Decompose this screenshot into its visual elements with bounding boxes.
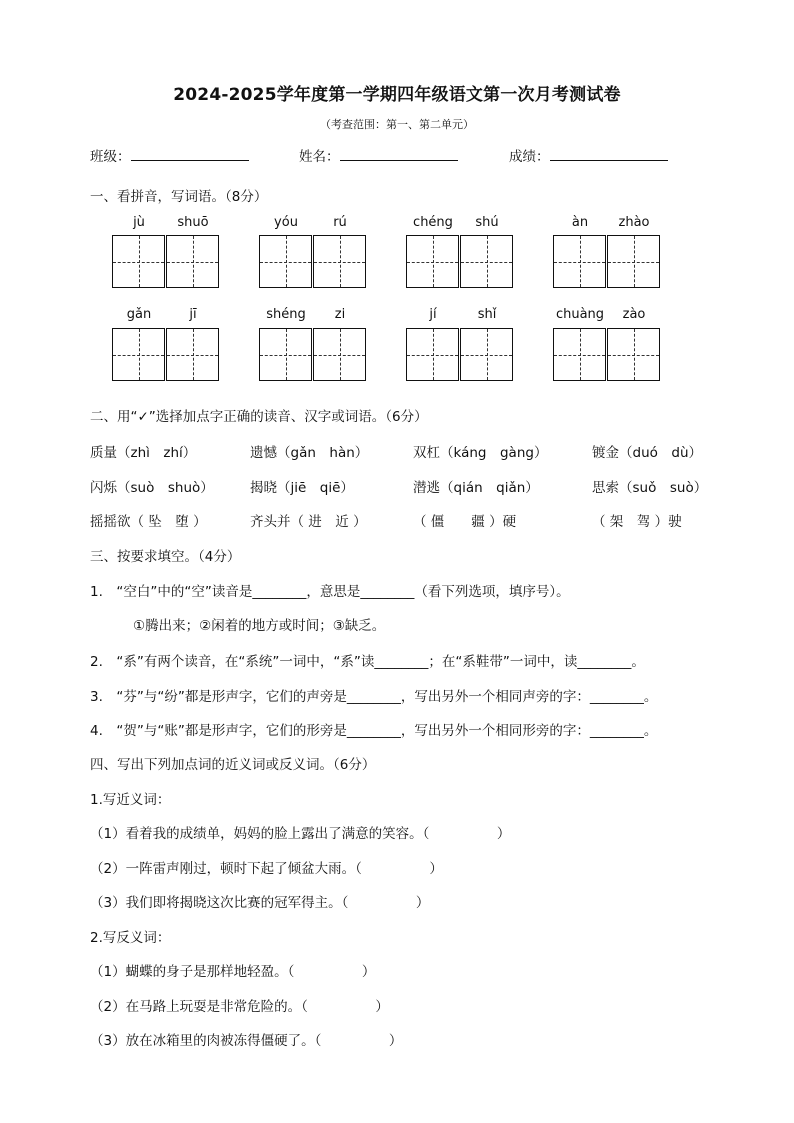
pinyin-label: àn bbox=[571, 215, 589, 230]
fill-question-3[interactable]: 3. “芬”与“纷”都是形声字，它们的声旁是________，写出另外一个相同声旁的字：________。 bbox=[90, 689, 658, 705]
name-field bbox=[299, 145, 458, 165]
score-label: 成绩： bbox=[509, 149, 550, 165]
name-blank[interactable] bbox=[340, 160, 458, 161]
writing-box[interactable] bbox=[166, 328, 219, 381]
antonym-item-2[interactable]: （2）在马路上玩耍是非常危险的。（ ） bbox=[90, 999, 389, 1015]
pinyin-label: jù bbox=[133, 215, 145, 230]
writing-box[interactable] bbox=[553, 328, 606, 381]
page-title: 2024-2025学年度第一学期四年级语文第一次月考测试卷 bbox=[173, 85, 621, 105]
writing-box[interactable] bbox=[259, 235, 312, 288]
fill-question-1-options: ①腾出来；②闲着的地方或时间；③缺乏。 bbox=[133, 618, 386, 634]
section3-heading: 三、按要求填空。（4分） bbox=[90, 549, 241, 565]
pinyin-label: chéng bbox=[413, 215, 453, 230]
antonym-item-3[interactable]: （3）放在冰箱里的肉被冻得僵硬了。（ ） bbox=[90, 1033, 403, 1049]
class-blank[interactable] bbox=[131, 160, 249, 161]
section2-heading: 二、用“✓”选择加点字正确的读音、汉字或词语。（6分） bbox=[90, 409, 428, 425]
pinyin-label: rú bbox=[333, 215, 347, 230]
name-label: 姓名： bbox=[299, 149, 340, 165]
choice-item[interactable]: 潜逃（qián qiǎn） bbox=[413, 480, 539, 496]
writing-box[interactable] bbox=[406, 235, 459, 288]
synonym-item-2[interactable]: （2）一阵雷声刚过，顿时下起了倾盆大雨。（ ） bbox=[90, 861, 443, 877]
synonym-label: 1.写近义词： bbox=[90, 792, 171, 808]
fill-question-1[interactable]: 1. “空白”中的“空”读音是________，意思是________（看下列选项，填序号）。 bbox=[90, 584, 570, 600]
choice-item[interactable]: 遗憾（gǎn hàn） bbox=[250, 445, 369, 461]
class-field bbox=[90, 145, 249, 165]
writing-box[interactable] bbox=[607, 235, 660, 288]
pinyin-label: zào bbox=[622, 307, 646, 322]
choice-item[interactable]: 双杠（káng gàng） bbox=[413, 445, 548, 461]
pinyin-label: yóu bbox=[274, 215, 298, 230]
writing-box[interactable] bbox=[460, 235, 513, 288]
section1-heading: 一、看拼音，写词语。（8分） bbox=[90, 189, 268, 205]
class-label: 班级： bbox=[90, 149, 131, 165]
choice-item[interactable]: （ 僵 疆 ）硬 bbox=[413, 514, 517, 530]
pinyin-label: chuàng bbox=[555, 307, 605, 322]
pinyin-label: shú bbox=[475, 215, 499, 230]
pinyin-label: jí bbox=[429, 307, 437, 322]
choice-item[interactable]: 思索（suǒ suò） bbox=[592, 480, 708, 496]
antonym-item-1[interactable]: （1）蝴蝶的身子是那样地轻盈。（ ） bbox=[90, 964, 376, 980]
synonym-item-1[interactable]: （1）看着我的成绩单，妈妈的脸上露出了满意的笑容。（ ） bbox=[90, 826, 511, 842]
choice-item[interactable]: 齐头并（ 进 近 ） bbox=[250, 514, 367, 530]
choice-item[interactable]: 闪烁（suò shuò） bbox=[90, 480, 214, 496]
writing-box[interactable] bbox=[112, 328, 165, 381]
writing-box[interactable] bbox=[406, 328, 459, 381]
choice-item[interactable]: （ 架 驾 ）驶 bbox=[592, 514, 682, 530]
pinyin-label: zhào bbox=[618, 215, 650, 230]
choice-item[interactable]: 揭晓（jiē qiē） bbox=[250, 480, 354, 496]
writing-box[interactable] bbox=[166, 235, 219, 288]
pinyin-label: shéng bbox=[266, 307, 306, 322]
writing-box[interactable] bbox=[313, 235, 366, 288]
pinyin-label: shǐ bbox=[477, 307, 497, 322]
writing-box[interactable] bbox=[259, 328, 312, 381]
page-subtitle: （考查范围：第一、第二单元） bbox=[320, 118, 474, 131]
choice-item[interactable]: 质量（zhì zhí） bbox=[90, 445, 197, 461]
pinyin-label: shuō bbox=[177, 215, 209, 230]
fill-question-2[interactable]: 2. “系”有两个读音，在“系统”一词中，“系”读________；在“系鞋带”一词中，读________。 bbox=[90, 654, 645, 670]
writing-box[interactable] bbox=[313, 328, 366, 381]
writing-box[interactable] bbox=[112, 235, 165, 288]
writing-box[interactable] bbox=[460, 328, 513, 381]
choice-item[interactable]: 摇摇欲（ 坠 堕 ） bbox=[90, 514, 207, 530]
pinyin-label: gǎn bbox=[126, 307, 152, 322]
pinyin-label: jī bbox=[189, 307, 197, 322]
synonym-item-3[interactable]: （3）我们即将揭晓这次比赛的冠军得主。（ ） bbox=[90, 895, 430, 911]
writing-box[interactable] bbox=[607, 328, 660, 381]
section4-heading: 四、写出下列加点词的近义词或反义词。（6分） bbox=[90, 757, 376, 773]
pinyin-label: zi bbox=[334, 307, 346, 322]
antonym-label: 2.写反义词： bbox=[90, 930, 171, 946]
score-blank[interactable] bbox=[550, 160, 668, 161]
choice-item[interactable]: 镀金（duó dù） bbox=[592, 445, 703, 461]
score-field bbox=[509, 145, 668, 165]
writing-box[interactable] bbox=[553, 235, 606, 288]
fill-question-4[interactable]: 4. “贺”与“账”都是形声字，它们的形旁是________，写出另外一个相同形旁的字：________。 bbox=[90, 723, 658, 739]
